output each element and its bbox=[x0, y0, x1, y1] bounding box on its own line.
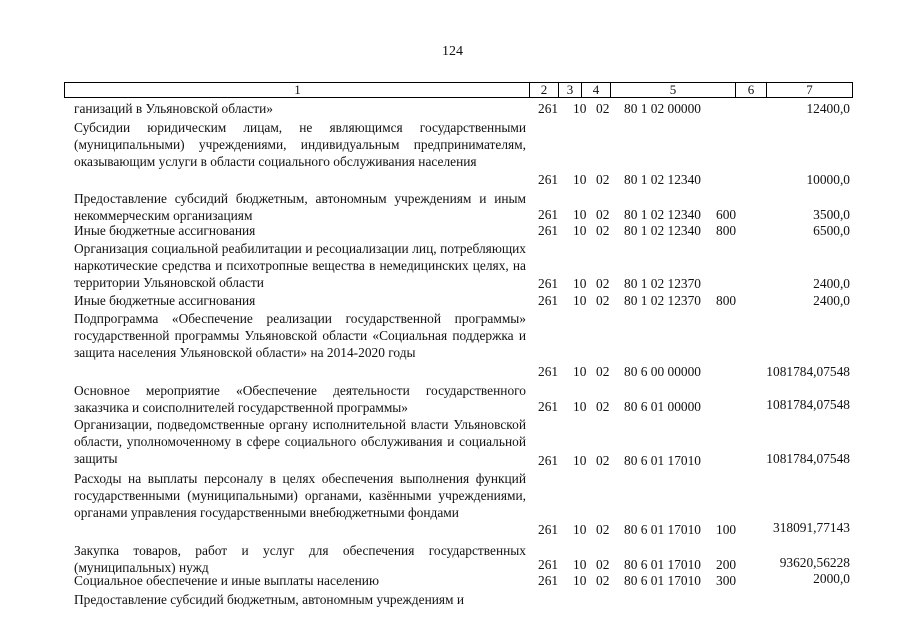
row-description: Социальное обеспечение и иные выплаты населению bbox=[74, 573, 379, 588]
row-col-2: 261 bbox=[538, 573, 559, 588]
row-col-2: 261 bbox=[538, 207, 559, 222]
header-col-3: 3 bbox=[558, 82, 581, 98]
row-col-5: 80 1 02 12340 bbox=[624, 207, 701, 222]
table-row bbox=[0, 382, 905, 416]
row-col-3: 10 bbox=[573, 522, 587, 537]
header-col-7: 7 bbox=[766, 82, 853, 98]
row-col-2: 261 bbox=[538, 276, 559, 291]
row-description: Закупка товаров, работ и услуг для обеспечения государственных (муниципальных) нужд bbox=[74, 543, 526, 575]
row-col-7: 6500,0 bbox=[813, 223, 850, 238]
table-row bbox=[0, 416, 905, 469]
table-row bbox=[0, 572, 905, 589]
row-col-3: 10 bbox=[573, 293, 587, 308]
row-description: Организация социальной реабилитации и ресоциализации лиц, потребляющих наркотические средства и психотропные вещества в немедицинских целях, на территории Ульяновской области bbox=[74, 241, 526, 290]
row-description: ганизаций в Ульяновской области» bbox=[74, 101, 273, 116]
row-col-4: 02 bbox=[596, 522, 610, 537]
row-col-7: 1081784,07548 bbox=[766, 451, 850, 466]
row-col-7: 2400,0 bbox=[813, 293, 850, 308]
row-col-5: 80 1 02 12340 bbox=[624, 172, 701, 187]
row-col-6: 800 bbox=[716, 223, 737, 238]
table-row bbox=[0, 310, 905, 380]
table-row bbox=[0, 292, 905, 309]
header-col-1: 1 bbox=[64, 82, 530, 98]
row-description: Основное мероприятие «Обеспечение деятельности государственного заказчика и соисполнителей государственной программы» bbox=[74, 383, 526, 415]
header-col-5: 5 bbox=[610, 82, 735, 98]
row-col-3: 10 bbox=[573, 223, 587, 238]
table-row bbox=[0, 542, 905, 576]
row-col-6: 800 bbox=[716, 293, 737, 308]
row-col-2: 261 bbox=[538, 172, 559, 187]
row-col-6: 100 bbox=[716, 522, 737, 537]
row-col-4: 02 bbox=[596, 101, 610, 116]
row-col-2: 261 bbox=[538, 399, 559, 414]
row-col-4: 02 bbox=[596, 399, 610, 414]
row-description: Иные бюджетные ассигнования bbox=[74, 293, 256, 308]
row-col-5: 80 6 01 17010 bbox=[624, 522, 701, 537]
table-row bbox=[0, 119, 905, 189]
row-col-7: 1081784,07548 bbox=[766, 397, 850, 412]
row-description: Организации, подведомственные органу исполнительной власти Ульяновской области, уполномоченному в сфере социального обслуживания и социальной защиты bbox=[74, 417, 526, 466]
row-col-5: 80 1 02 12340 bbox=[624, 223, 701, 238]
row-col-2: 261 bbox=[538, 364, 559, 379]
row-col-7: 1081784,07548 bbox=[766, 364, 850, 379]
row-description: Субсидии юридическим лицам, не являющимся государственными (муниципальными) учреждениями, индивидуальным предпринимателям, оказывающим услуги в области социального обслуживания населения bbox=[74, 120, 526, 169]
row-col-3: 10 bbox=[573, 557, 587, 572]
row-col-6: 200 bbox=[716, 557, 737, 572]
row-col-4: 02 bbox=[596, 364, 610, 379]
row-col-2: 261 bbox=[538, 522, 559, 537]
row-col-3: 10 bbox=[573, 101, 587, 116]
row-col-4: 02 bbox=[596, 172, 610, 187]
row-description: Подпрограмма «Обеспечение реализации государственной программы» государственной программы Ульяновской области «Социальная поддержка и защита населения Ульяновской области» на 2014-2020 годы bbox=[74, 311, 526, 360]
row-col-5: 80 6 01 17010 bbox=[624, 573, 701, 588]
table-row bbox=[0, 100, 905, 117]
row-col-6: 600 bbox=[716, 207, 737, 222]
row-col-2: 261 bbox=[538, 557, 559, 572]
row-col-3: 10 bbox=[573, 453, 587, 468]
row-col-4: 02 bbox=[596, 453, 610, 468]
row-description: Расходы на выплаты персоналу в целях обеспечения выполнения функций государственными (муниципальными) органами, казёнными учреждениями, органами управления государственными внебюджетными фондами bbox=[74, 471, 526, 520]
header-col-2: 2 bbox=[529, 82, 558, 98]
row-col-5: 80 6 01 17010 bbox=[624, 453, 701, 468]
row-col-4: 02 bbox=[596, 207, 610, 222]
row-col-5: 80 1 02 12370 bbox=[624, 293, 701, 308]
table-header bbox=[64, 82, 852, 97]
row-col-2: 261 bbox=[538, 223, 559, 238]
row-col-4: 02 bbox=[596, 557, 610, 572]
row-col-7: 2400,0 bbox=[813, 276, 850, 291]
row-col-4: 02 bbox=[596, 223, 610, 238]
row-col-3: 10 bbox=[573, 364, 587, 379]
page-number: 124 bbox=[442, 44, 463, 59]
header-col-4: 4 bbox=[581, 82, 610, 98]
row-col-2: 261 bbox=[538, 453, 559, 468]
row-col-7: 3500,0 bbox=[813, 207, 850, 222]
row-col-3: 10 bbox=[573, 207, 587, 222]
table-row bbox=[0, 591, 905, 608]
row-col-7: 318091,77143 bbox=[773, 520, 850, 535]
row-description: Предоставление субсидий бюджетным, автономным учреждениям и bbox=[74, 592, 465, 607]
row-col-3: 10 bbox=[573, 172, 587, 187]
row-col-4: 02 bbox=[596, 293, 610, 308]
row-col-6: 300 bbox=[716, 573, 737, 588]
row-col-7: 2000,0 bbox=[813, 571, 850, 586]
row-col-2: 261 bbox=[538, 101, 559, 116]
table-row bbox=[0, 222, 905, 239]
row-col-3: 10 bbox=[573, 573, 587, 588]
row-col-7: 10000,0 bbox=[806, 172, 850, 187]
row-description: Предоставление субсидий бюджетным, автономным учреждениям и иным некоммерческим организациям bbox=[74, 191, 526, 223]
row-col-3: 10 bbox=[573, 276, 587, 291]
table-row bbox=[0, 190, 905, 224]
row-col-4: 02 bbox=[596, 573, 610, 588]
row-description: Иные бюджетные ассигнования bbox=[74, 223, 256, 238]
row-col-7: 93620,56228 bbox=[779, 555, 850, 570]
row-col-3: 10 bbox=[573, 399, 587, 414]
row-col-5: 80 1 02 12370 bbox=[624, 276, 701, 291]
row-col-7: 12400,0 bbox=[806, 101, 850, 116]
row-col-2: 261 bbox=[538, 293, 559, 308]
row-col-4: 02 bbox=[596, 276, 610, 291]
row-col-5: 80 6 01 17010 bbox=[624, 557, 701, 572]
table-row bbox=[0, 470, 905, 540]
row-col-5: 80 6 01 00000 bbox=[624, 399, 701, 414]
row-col-5: 80 6 00 00000 bbox=[624, 364, 701, 379]
row-col-5: 80 1 02 00000 bbox=[624, 101, 701, 116]
table-row bbox=[0, 240, 905, 293]
header-col-6: 6 bbox=[735, 82, 766, 98]
